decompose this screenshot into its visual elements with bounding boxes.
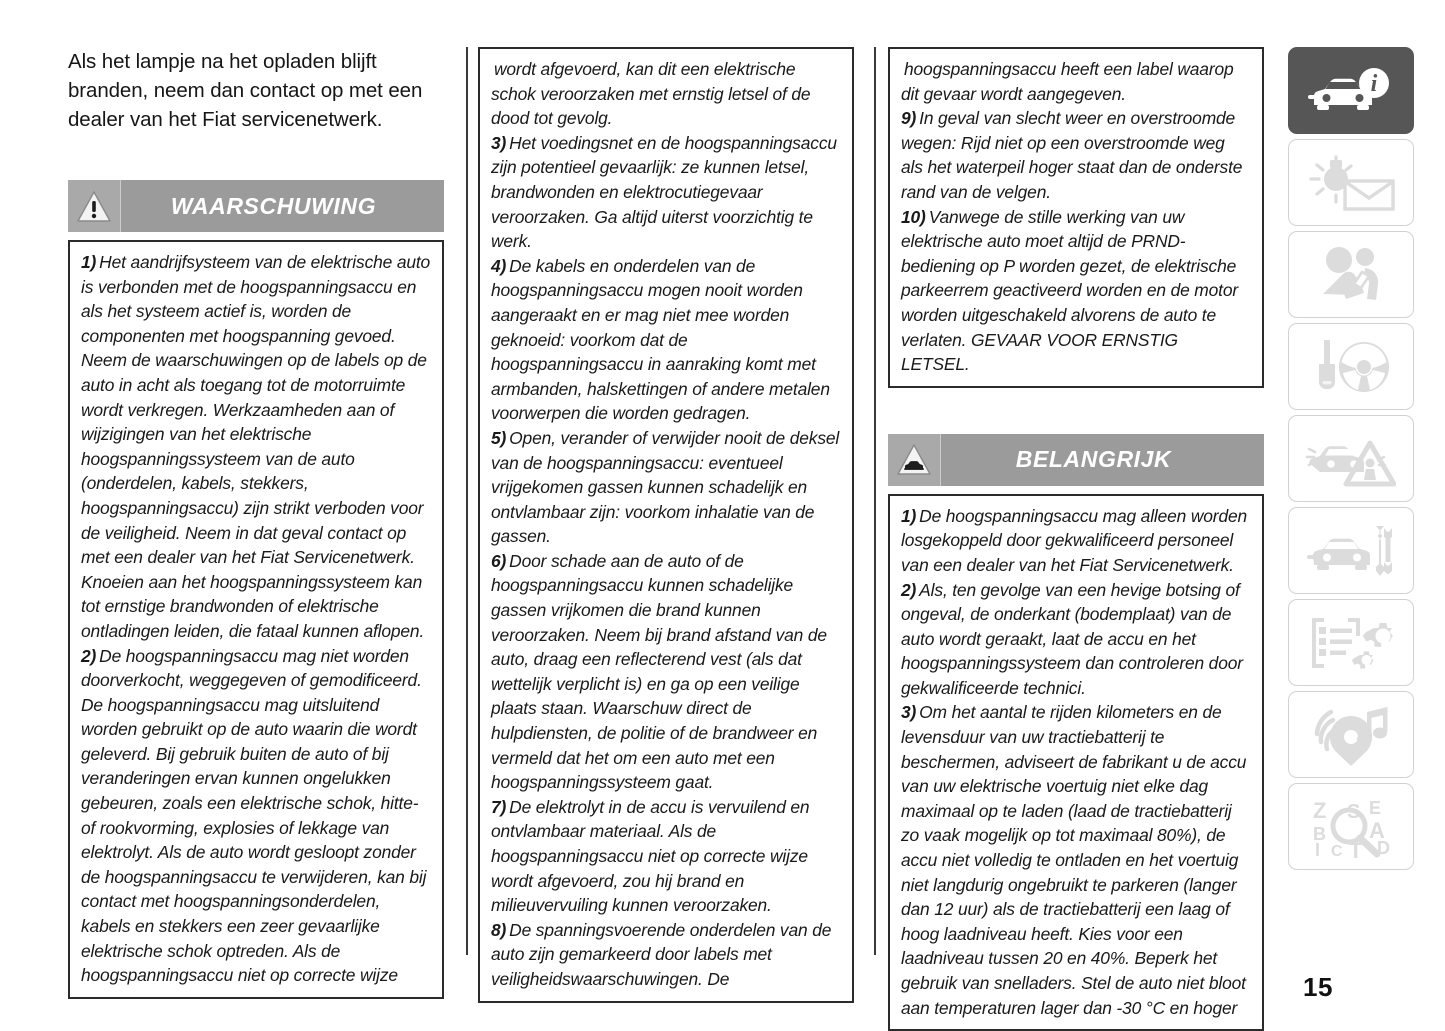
note-number: 3) [901, 702, 917, 723]
svg-text:T: T [1349, 837, 1363, 858]
text-column-3 [888, 47, 1264, 1031]
section-tab-rail [1288, 47, 1414, 875]
note-number: 2) [81, 645, 97, 666]
note-text: Het voedingsnet en de hoogspanningsaccu zijn potentieel gevaarlijk: ze kunnen letsel, brandwonden en elektrocutiegevaar veroorzaken. Ga altijd uiterst voorzichtig te werk. [491, 132, 837, 252]
note-text: hoogspanningsaccu heeft een label waarop dit gevaar wordt aangegeven. [901, 59, 1234, 104]
note-number: 6) [491, 550, 507, 571]
note-item [901, 205, 1251, 377]
note-number: 8) [491, 919, 507, 940]
emergency-breakdown-icon [1306, 431, 1396, 487]
note-text: Om het aantal te rijden kilometers en de levensduur van uw tractiebatterij te beschermen, adviseert de fabrikant u de accu van uw elektrische voertuig niet elke dag maximaal op te laden (laad de tractiebatterij zo vaak mogelijk op tot maximaal 80%), de accu niet volledig te ontladen en het voertuig niet langdurig ongebruikt te parkeren (langer dan 12 uur) als de tractiebatterij een laag of hoog laadniveau heeft. Kies voor een laadniveau tussen 20 en 40%. Beperk het gebruik van snelladers. Stel de auto niet bloot aan temperaturen lager dan -30 °C en hoger [901, 702, 1247, 1018]
note-number: 1) [901, 505, 917, 526]
note-text: De spanningsvoerende onderdelen van de auto zijn gemarkeerd door labels met veiligheidswaarschuwingen. De [491, 919, 832, 989]
note-item [491, 918, 841, 992]
technical-specifications-icon [1308, 614, 1394, 672]
note-text: De hoogspanningsaccu mag niet worden doorverkocht, weggegeven of gemodificeerd. De hoogspanningsaccu mag uitsluitend worden gebruikt op de auto waarin die wordt geleverd. Bij gebruik buiten de auto of bij veranderingen ervan kunnen ongelukken gebeuren, zoals een elektrische schok, hitte- of rookvorming, explosies of lekkage van elektrolyt. Als de auto wordt gesloopt zonder de hoogspanningsaccu te verwijderen, kan bij contact met hoogspanningsonderdelen, kabels en stekkers een zeer gevaarlijke elektrische schok optreden. Als de hoogspanningsaccu niet op correcte wijze [81, 645, 427, 986]
rail-tab-alphabetical-index[interactable] [1288, 783, 1414, 870]
rail-tab-technical-specifications[interactable] [1288, 599, 1414, 686]
note-item [491, 426, 841, 549]
warning-notes-box [68, 240, 444, 999]
rail-tab-warning-lights-messages[interactable] [1288, 139, 1414, 226]
multimedia-infotainment-icon [1311, 704, 1391, 766]
note-item [81, 644, 431, 988]
column-separator-2 [874, 47, 876, 955]
svg-text:S: S [1347, 800, 1361, 823]
note-item [901, 578, 1251, 701]
svg-text:B: B [1313, 823, 1326, 844]
warning-triangle-icon [68, 180, 121, 232]
warning-notes-box-end [888, 47, 1264, 388]
note-number: 5) [491, 427, 507, 448]
note-item [901, 57, 1251, 106]
note-text: Het aandrijfsysteem van de elektrische auto is verbonden met de hoogspanningsaccu en als het systeem actief is, worden de componenten met hoogspanning gevoed. Neem de waarschuwingen op de labels op de auto in acht als toegang tot de motorruimte wordt verkregen. Werkzaamheden aan of wijzigingen van het elektrische hoogspanningssysteem van de auto (onderdelen, kabels, stekkers, hoogspanningsaccu) zijn strikt verboden voor de veiligheid. Neem in dat geval contact op met een dealer van het Fiat Servicenetwerk. Knoeien aan het hoogspanningssysteem kan tot ernstige brandwonden of elektrische ontladingen leiden, die fataal kunnen aflopen. [81, 252, 431, 641]
note-text: De kabels en onderdelen van de hoogspanningsaccu mogen nooit worden aangeraakt en er mag niet mee worden geknoeid: voorkom dat de hoogspanningsaccu in aanraking komt met armbanden, halskettingen of andere metalen voorwerpen die worden gedragen. [491, 255, 830, 424]
note-text: Vanwege de stille werking van uw elektrische auto moet altijd de PRND-bediening op P worden gezet, de elektrische parkeerrem geactiveerd worden en de motor worden uitgeschakeld alvorens de auto te verlaten. GEVAAR VOOR ERNSTIG LETSEL. [901, 206, 1239, 375]
note-text: wordt afgevoerd, kan dit een elektrische schok veroorzaken met ernstig letsel of de dood tot gevolg. [491, 59, 811, 129]
note-text: Door schade aan de auto of de hoogspanningsaccu kunnen schadelijke gassen vrijkomen die brand kunnen veroorzaken. Neem bij brand afstand van de auto, draag een reflecterend vest (als dat wettelijk verplicht is) en ga op een veilige plaats staan. Waarschuw direct de hulpdiensten, de politie of de brandweer en vermeld dat het om een auto met een hoogspanningssysteem gaat. [491, 550, 827, 793]
key-steering-wheel-start-icon [1310, 338, 1392, 396]
alphabetical-index-icon [1307, 796, 1395, 858]
text-column-1 [68, 47, 444, 999]
rail-tab-car-info[interactable] [1288, 47, 1414, 134]
car-info-icon [1308, 65, 1394, 117]
svg-text:I: I [1315, 839, 1321, 858]
note-item [491, 795, 841, 918]
note-number: 1) [81, 252, 97, 272]
intro-paragraph: Als het lampje na het opladen blijft branden, neem dan contact op met een dealer van het Fiat servicenetwerk. [68, 50, 423, 131]
rail-tab-multimedia[interactable] [1288, 691, 1414, 778]
note-item [491, 254, 841, 426]
rail-tab-safety[interactable] [1288, 231, 1414, 318]
car-maintenance-wrench-icon [1306, 524, 1396, 578]
note-item [81, 250, 431, 644]
note-number: 10) [901, 206, 926, 227]
note-item [901, 106, 1251, 204]
caution-car-triangle-icon [888, 434, 941, 486]
note-number: 4) [491, 255, 507, 276]
note-text: In geval van slecht weer en overstroomde wegen: Rijd niet op een overstroomde weg als het waterpeil hoger staat dan de onderste rand van de velgen. [901, 108, 1243, 202]
svg-text:i: i [1370, 70, 1378, 97]
note-number: 3) [491, 132, 507, 153]
note-item [491, 549, 841, 795]
warning-banner [68, 180, 444, 232]
note-number: 2) [901, 579, 917, 600]
rail-tab-emergency[interactable] [1288, 415, 1414, 502]
important-banner-title: BELANGRIJK [1015, 446, 1172, 473]
rail-tab-servicing-maintenance[interactable] [1288, 507, 1414, 594]
svg-text:E: E [1369, 797, 1382, 818]
note-text: De elektrolyt in de accu is vervuilend en ontvlambaar materiaal. Als de hoogspanningsaccu niet op correcte wijze wordt afgevoerd, zou hij brand en milieuvervuiling kunnen veroorzaken. [491, 796, 810, 916]
rail-tab-starting-driving[interactable] [1288, 323, 1414, 410]
note-item [491, 57, 841, 131]
important-notes-box [888, 494, 1264, 1031]
svg-text:D: D [1377, 837, 1390, 858]
child-seat-safety-icon [1313, 244, 1389, 306]
column-separator-1 [466, 47, 468, 955]
note-text: Als, ten gevolge van een hevige botsing of ongeval, de onderkant (bodemplaat) van de auto wordt geraakt, laat de accu en het hoogspanningssysteem dan controleren door gekwalificeerde technici. [901, 579, 1243, 698]
note-item [901, 504, 1251, 578]
note-item [901, 700, 1251, 1020]
warning-banner-title: WAARSCHUWING [170, 192, 377, 219]
note-number: 9) [901, 108, 917, 129]
svg-text:Z: Z [1313, 797, 1327, 823]
warning-notes-box-continued [478, 47, 854, 1003]
important-banner [888, 434, 1264, 486]
svg-text:A: A [1369, 817, 1385, 843]
note-text: De hoogspanningsaccu mag alleen worden losgekoppeld door gekwalificeerd personeel van een dealer van het Fiat Servicenetwerk. [901, 505, 1248, 575]
svg-text:C: C [1331, 842, 1343, 858]
note-number: 7) [491, 796, 507, 817]
note-text: Open, verander of verwijder nooit de deksel van de hoogspanningsaccu: eventueel vrijgekomen gassen kunnen schadelijk en ontvlambaar zijn: voorkom inhalatie van de gassen. [491, 427, 840, 547]
dashboard-lights-mail-icon [1305, 155, 1397, 211]
page-number: 15 [1303, 972, 1333, 1002]
text-column-2 [478, 47, 854, 1003]
note-item [491, 131, 841, 254]
